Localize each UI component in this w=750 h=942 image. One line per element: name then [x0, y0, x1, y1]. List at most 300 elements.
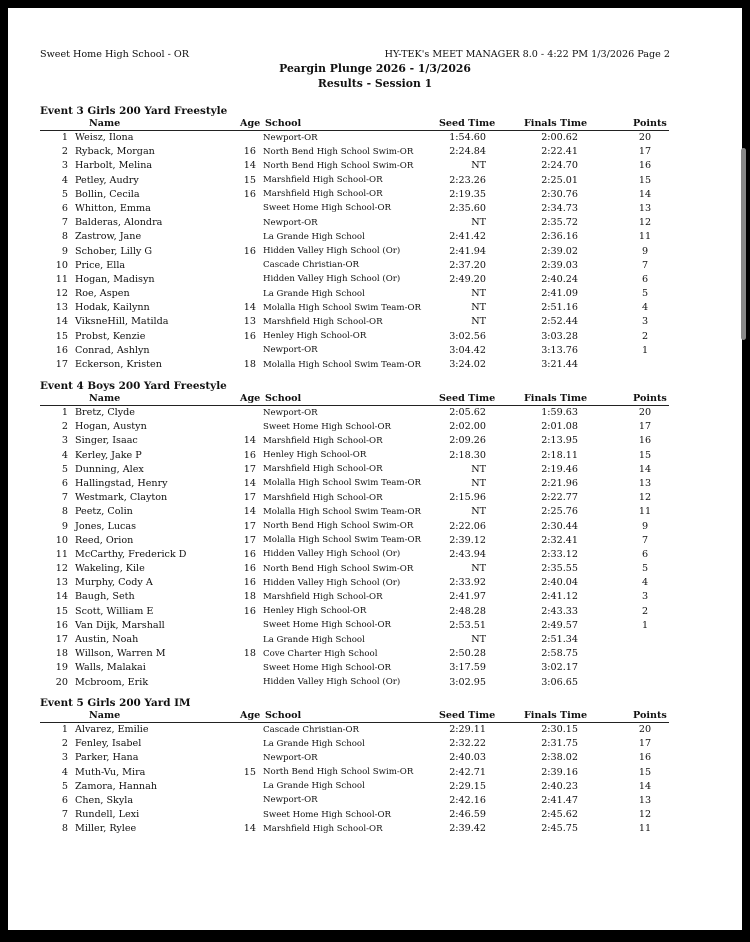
seed-time: 2:33.92 [449, 577, 486, 589]
swimmer-name: Walls, Malakai [75, 662, 146, 674]
school: Newport-OR [263, 132, 318, 143]
seed-time: 2:40.03 [449, 752, 486, 764]
seed-time: NT [471, 288, 486, 300]
points: 4 [641, 302, 649, 314]
result-row [40, 822, 700, 836]
place: 4 [61, 449, 68, 461]
age: 16 [243, 605, 256, 617]
age: 14 [243, 823, 256, 835]
points: 3 [641, 316, 649, 328]
place: 20 [55, 676, 68, 688]
age: 14 [243, 160, 256, 172]
finals-time: 2:52.44 [541, 316, 578, 328]
swimmer-name: Baugh, Seth [75, 591, 135, 603]
finals-time: 2:36.16 [541, 231, 578, 243]
result-row [40, 808, 700, 822]
place: 7 [61, 492, 68, 504]
place: 9 [61, 520, 68, 532]
school: Marshfield High School-OR [263, 435, 383, 446]
age: 16 [243, 330, 256, 342]
points: 12 [638, 809, 652, 821]
result-row [40, 202, 700, 216]
swimmer-name: Fenley, Isabel [75, 738, 142, 750]
finals-time: 2:01.08 [541, 421, 578, 433]
place: 14 [55, 316, 68, 328]
place: 16 [55, 344, 68, 356]
points: 5 [641, 288, 649, 300]
school: Cascade Christian-OR [263, 260, 360, 271]
seed-time: 2:48.28 [449, 605, 486, 617]
result-row [40, 780, 700, 794]
seed-time: 2:42.16 [449, 794, 486, 806]
school: Cascade Christian-OR [263, 724, 360, 735]
finals-time: 2:19.46 [541, 463, 578, 475]
event-title: Event 3 Girls 200 Yard Freestyle [40, 105, 228, 117]
school: Sweet Home High School-OR [263, 662, 391, 673]
result-row [40, 287, 700, 301]
age: 14 [243, 506, 256, 518]
column-header-name: Name [89, 118, 121, 129]
column-header-points: Points [633, 118, 667, 129]
result-row [40, 661, 700, 675]
result-row [40, 245, 700, 259]
event-title: Event 4 Boys 200 Yard Freestyle [40, 380, 227, 392]
points: 15 [638, 174, 652, 186]
column-header-seed: Seed Time [439, 118, 496, 129]
result-row [40, 315, 700, 329]
finals-time: 2:41.12 [541, 591, 578, 603]
finals-time: 2:21.96 [541, 477, 578, 489]
school: La Grande High School [263, 634, 365, 645]
result-row [40, 420, 700, 434]
result-row [40, 548, 700, 562]
meet-title: Peargin Plunge 2026 - 1/3/2026 [279, 62, 471, 75]
school: Cove Charter High School [263, 648, 378, 659]
swimmer-name: Hallingstad, Henry [75, 477, 168, 489]
school: Marshfield High School-OR [263, 316, 383, 327]
school: Newport-OR [263, 345, 318, 356]
result-row [40, 576, 700, 590]
finals-time: 2:22.77 [541, 492, 578, 504]
age: 18 [243, 648, 256, 660]
finals-time: 2:41.47 [541, 794, 578, 806]
finals-time: 2:25.76 [541, 506, 578, 518]
school: Hidden Valley High School (Or) [263, 577, 401, 588]
result-row [40, 794, 700, 808]
column-header-school: School [265, 393, 302, 404]
place: 17 [55, 359, 68, 370]
result-row [40, 633, 700, 647]
finals-time: 2:30.15 [541, 724, 578, 735]
finals-time: 2:43.33 [541, 605, 578, 617]
points: 11 [638, 231, 652, 243]
school: Henley High School-OR [263, 606, 367, 617]
place: 17 [55, 634, 68, 645]
swimmer-name: Mcbroom, Erik [75, 676, 149, 688]
school: Molalla High School Swim Team-OR [263, 535, 421, 546]
swimmer-name: Westmark, Clayton [75, 492, 168, 504]
seed-time: 2:09.26 [449, 435, 486, 447]
scrollbar[interactable] [741, 148, 746, 340]
place: 7 [61, 809, 68, 821]
place: 5 [61, 463, 68, 475]
finals-time: 3:02.17 [541, 662, 578, 674]
place: 6 [61, 202, 68, 214]
seed-time: NT [471, 506, 486, 518]
swimmer-name: Whitton, Emma [75, 202, 151, 214]
finals-time: 2:51.34 [541, 634, 578, 645]
swimmer-name: Roe, Aspen [75, 288, 130, 300]
school: Henley High School-OR [263, 331, 367, 342]
school: Marshfield High School-OR [263, 464, 383, 475]
seed-time: NT [471, 217, 486, 229]
place: 7 [61, 217, 68, 229]
finals-time: 2:22.41 [541, 146, 578, 158]
place: 12 [55, 288, 68, 300]
result-row [40, 562, 700, 576]
finals-time: 2:40.23 [541, 780, 578, 792]
place: 18 [55, 648, 68, 660]
school: Marshfield High School-OR [263, 823, 383, 834]
event-section [40, 696, 700, 837]
points: 14 [638, 463, 652, 475]
result-row [40, 145, 700, 159]
swimmer-name: Bretz, Clyde [75, 407, 135, 418]
swimmer-name: Murphy, Cody A [75, 577, 153, 589]
swimmer-name: Balderas, Alondra [75, 217, 163, 229]
place: 11 [55, 273, 68, 285]
seed-time: 2:32.22 [449, 738, 486, 750]
swimmer-name: Price, Ella [75, 259, 126, 271]
swimmer-name: Zastrow, Jane [75, 231, 142, 243]
finals-time: 2:51.16 [541, 302, 578, 314]
school: Molalla High School Swim Team-OR [263, 359, 421, 370]
place: 5 [61, 780, 68, 792]
swimmer-name: Miller, Rylee [75, 823, 137, 835]
swimmer-name: Scott, William E [75, 605, 154, 617]
place: 12 [55, 563, 68, 575]
result-row [40, 216, 700, 230]
place: 3 [61, 752, 68, 764]
age: 16 [243, 146, 256, 158]
place: 3 [61, 160, 68, 172]
seed-time: 2:39.42 [449, 823, 486, 835]
points: 9 [641, 520, 649, 532]
swimmer-name: Eckerson, Kristen [75, 359, 162, 370]
place: 8 [61, 506, 68, 518]
school: North Bend High School Swim-OR [263, 160, 414, 171]
points: 13 [638, 202, 652, 214]
points: 20 [638, 407, 652, 418]
age: 17 [243, 534, 256, 546]
school: Sweet Home High School-OR [263, 809, 391, 820]
school: Marshfield High School-OR [263, 591, 383, 602]
finals-time: 2:38.02 [541, 752, 578, 764]
place: 14 [55, 591, 68, 603]
column-header-finals: Finals Time [524, 393, 588, 404]
finals-time: 2:32.41 [541, 534, 578, 546]
school: La Grande High School [263, 231, 365, 242]
finals-time: 2:39.16 [541, 766, 578, 778]
school: Newport-OR [263, 217, 318, 228]
school: Marshfield High School-OR [263, 492, 383, 503]
seed-time: 2:35.60 [449, 202, 486, 214]
swimmer-name: McCarthy, Frederick D [75, 548, 187, 560]
event-title: Event 5 Girls 200 Yard IM [40, 697, 191, 709]
points: 3 [641, 591, 649, 603]
seed-time: 2:53.51 [449, 619, 486, 631]
swimmer-name: Bollin, Cecila [75, 188, 140, 200]
column-header-finals: Finals Time [524, 118, 588, 129]
column-header-age: Age [240, 118, 261, 129]
school: Hidden Valley High School (Or) [263, 677, 401, 688]
seed-time: 2:29.15 [449, 780, 486, 792]
seed-time: 2:41.97 [449, 591, 486, 603]
age: 16 [243, 548, 256, 560]
school: Marshfield High School-OR [263, 175, 383, 186]
school: La Grande High School [263, 738, 365, 749]
school: La Grande High School [263, 781, 365, 792]
place: 15 [55, 330, 68, 342]
finals-time: 2:00.62 [541, 132, 578, 143]
age: 16 [243, 245, 256, 257]
seed-time: 2:29.11 [449, 724, 486, 735]
result-row [40, 330, 700, 344]
age: 15 [243, 174, 256, 186]
place: 8 [61, 823, 68, 835]
age: 16 [243, 577, 256, 589]
finals-time: 1:59.63 [541, 407, 578, 418]
finals-time: 2:13.95 [541, 435, 578, 447]
swimmer-name: Jones, Lucas [75, 520, 137, 532]
swimmer-name: Conrad, Ashlyn [75, 344, 150, 356]
seed-time: 2:15.96 [449, 492, 486, 504]
school: Marshfield High School-OR [263, 189, 383, 200]
result-row [40, 477, 700, 491]
school: North Bend High School Swim-OR [263, 563, 414, 574]
swimmer-name: Rundell, Lexi [75, 809, 140, 821]
result-row [40, 676, 700, 690]
seed-time: 2:02.00 [449, 421, 486, 433]
finals-time: 2:30.44 [541, 520, 578, 532]
school: Henley High School-OR [263, 450, 367, 461]
result-row [40, 301, 700, 315]
school: Newport-OR [263, 752, 318, 763]
result-row [40, 159, 700, 173]
column-header-seed: Seed Time [439, 710, 496, 721]
points: 14 [638, 780, 652, 792]
result-row [40, 505, 700, 519]
swimmer-name: Wakeling, Kile [75, 563, 145, 575]
seed-time: 2:22.06 [449, 520, 486, 532]
result-row [40, 174, 700, 188]
place: 13 [55, 577, 68, 589]
finals-time: 3:21.44 [541, 359, 578, 370]
result-row [40, 751, 700, 765]
swimmer-name: Hogan, Madisyn [75, 273, 155, 285]
result-row [40, 358, 700, 372]
place: 2 [61, 738, 68, 750]
finals-time: 2:35.55 [541, 563, 578, 575]
points: 6 [641, 548, 649, 560]
school: Hidden Valley High School (Or) [263, 274, 401, 285]
swimmer-name: Singer, Isaac [75, 435, 138, 447]
seed-time: NT [471, 477, 486, 489]
swimmer-name: Zamora, Hannah [75, 780, 158, 792]
seed-time: NT [471, 563, 486, 575]
place: 10 [55, 534, 68, 546]
age: 16 [243, 563, 256, 575]
result-row [40, 344, 700, 358]
header-team: Sweet Home High School - OR [40, 49, 189, 60]
school: Molalla High School Swim Team-OR [263, 302, 421, 313]
points: 1 [641, 619, 649, 631]
place: 8 [61, 231, 68, 243]
result-row [40, 406, 700, 420]
place: 16 [55, 619, 68, 631]
place: 4 [61, 174, 68, 186]
age: 16 [243, 449, 256, 461]
school: Sweet Home High School-OR [263, 421, 391, 432]
seed-time: NT [471, 302, 486, 314]
swimmer-name: Ryback, Morgan [75, 146, 155, 158]
swimmer-name: Alvarez, Emilie [75, 724, 149, 735]
result-row [40, 230, 700, 244]
place: 1 [61, 132, 68, 143]
place: 5 [61, 188, 68, 200]
seed-time: 2:41.94 [449, 245, 486, 257]
school: Newport-OR [263, 795, 318, 806]
finals-time: 2:40.24 [541, 273, 578, 285]
place: 9 [61, 245, 68, 257]
swimmer-name: Hodak, Kailynn [75, 302, 150, 314]
seed-time: 3:02.95 [449, 676, 486, 688]
age: 14 [243, 302, 256, 314]
age: 17 [243, 492, 256, 504]
column-header-school: School [265, 118, 302, 129]
column-header-row [40, 393, 669, 406]
header-software-info: HY-TEK's MEET MANAGER 8.0 - 4:22 PM 1/3/2026 Page 2 [384, 49, 670, 60]
seed-time: 2:39.12 [449, 534, 486, 546]
seed-time: 2:41.42 [449, 231, 486, 243]
points: 20 [638, 724, 652, 735]
seed-time: 2:05.62 [449, 407, 486, 418]
points: 13 [638, 794, 652, 806]
seed-time: 3:24.02 [449, 359, 486, 370]
results-page [8, 8, 742, 930]
finals-time: 2:40.04 [541, 577, 578, 589]
column-header-row [40, 710, 669, 723]
column-header-points: Points [633, 710, 667, 721]
swimmer-name: Reed, Orion [75, 534, 134, 546]
points: 6 [641, 273, 649, 285]
seed-time: 3:17.59 [449, 662, 486, 674]
finals-time: 2:33.12 [541, 548, 578, 560]
event-section [40, 104, 700, 372]
seed-time: 3:02.56 [449, 330, 486, 342]
points: 2 [641, 605, 649, 617]
age: 17 [243, 520, 256, 532]
points: 2 [641, 330, 649, 342]
points: 16 [638, 435, 652, 447]
swimmer-name: Parker, Hana [75, 752, 139, 764]
place: 1 [61, 407, 68, 418]
finals-time: 3:06.65 [541, 676, 578, 688]
points: 7 [641, 259, 649, 271]
school: Sweet Home High School-OR [263, 203, 391, 214]
result-row [40, 273, 700, 287]
seed-time: 2:18.30 [449, 449, 486, 461]
age: 16 [243, 188, 256, 200]
column-header-name: Name [89, 710, 121, 721]
column-header-points: Points [633, 393, 667, 404]
points: 5 [641, 563, 649, 575]
age: 18 [243, 591, 256, 603]
finals-time: 2:18.11 [541, 449, 578, 461]
finals-time: 2:35.72 [541, 217, 578, 229]
school: Hidden Valley High School (Or) [263, 246, 401, 256]
place: 2 [61, 146, 68, 158]
swimmer-name: Kerley, Jake P [75, 449, 142, 461]
seed-time: NT [471, 160, 486, 172]
place: 13 [55, 302, 68, 314]
swimmer-name: Willson, Warren M [75, 648, 166, 660]
result-row [40, 188, 700, 202]
result-row [40, 131, 700, 145]
finals-time: 2:45.62 [541, 809, 578, 821]
finals-time: 2:39.03 [541, 259, 578, 271]
points: 14 [638, 188, 652, 200]
result-row [40, 434, 700, 448]
seed-time: NT [471, 463, 486, 475]
points: 15 [638, 449, 652, 461]
swimmer-name: Hogan, Austyn [75, 421, 147, 433]
swimmer-name: Petley, Audry [75, 174, 139, 186]
seed-time: 2:23.26 [449, 174, 486, 186]
result-row [40, 605, 700, 619]
place: 10 [55, 259, 68, 271]
column-header-seed: Seed Time [439, 393, 496, 404]
finals-time: 2:31.75 [541, 738, 578, 750]
points: 20 [638, 132, 652, 143]
result-row [40, 520, 700, 534]
points: 16 [638, 752, 652, 764]
place: 6 [61, 477, 68, 489]
finals-time: 2:39.02 [541, 245, 578, 257]
seed-time: 1:54.60 [449, 132, 486, 143]
swimmer-name: Harbolt, Melina [75, 160, 153, 172]
column-header-age: Age [240, 393, 261, 404]
points: 11 [638, 506, 652, 518]
seed-time: 2:24.84 [449, 146, 486, 158]
finals-time: 2:49.57 [541, 619, 578, 631]
seed-time: NT [471, 316, 486, 328]
result-row [40, 590, 700, 604]
swimmer-name: Probst, Kenzie [75, 330, 146, 342]
age: 17 [243, 463, 256, 475]
place: 2 [61, 421, 68, 433]
school: Hidden Valley High School (Or) [263, 549, 401, 560]
school: La Grande High School [263, 288, 365, 299]
points: 15 [638, 766, 652, 778]
result-row [40, 723, 700, 737]
column-header-finals: Finals Time [524, 710, 588, 721]
school: North Bend High School Swim-OR [263, 521, 414, 531]
place: 1 [61, 724, 68, 735]
swimmer-name: ViksneHill, Matilda [75, 316, 169, 328]
school: North Bend High School Swim-OR [263, 146, 414, 157]
finals-time: 2:45.75 [541, 823, 578, 835]
